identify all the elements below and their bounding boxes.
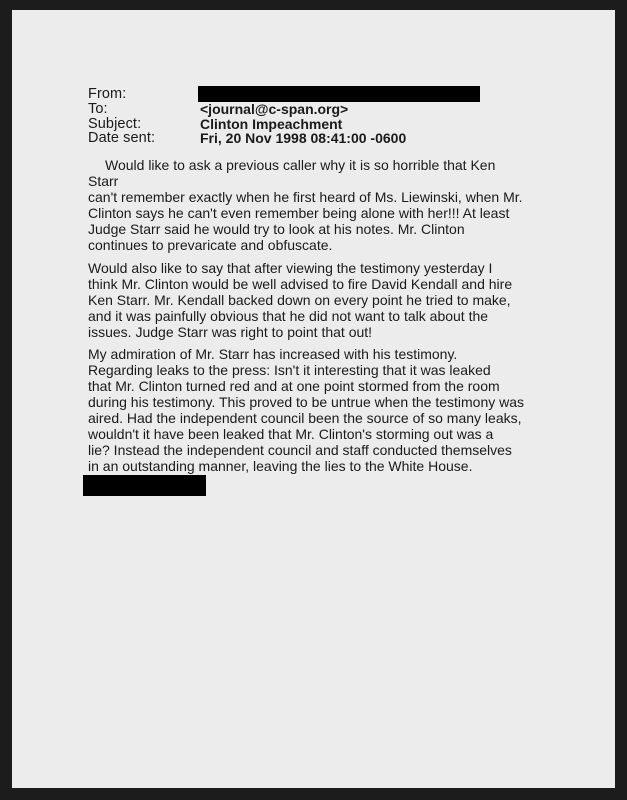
date-label: Date sent: — [88, 130, 156, 146]
subject-value: Clinton Impeachment — [200, 116, 343, 132]
subject-label: Subject: — [88, 116, 142, 132]
paragraph-1-opening: Would like to ask a previous caller why it is so horrible that Ken Starr — [88, 157, 496, 189]
paragraph-3: My admiration of Mr. Starr has increased with his testimony. Regarding leaks to the press: Isn't it interesting that it was leaked that Mr. Clinton turned red and at one point stormed from the room during his testimony. This proved to be untrue when the testimony was aired. Had the independent council been the source of so many leaks, wouldn't it have been leaked that Mr. Clinton's storming out was a lie? Instead the independent council and staff conducted themselves in an outstanding manner, leaving the lies to the White House. — [88, 346, 525, 474]
to-address: <journal@c-span.org> — [200, 101, 349, 117]
to-label: To: — [88, 101, 108, 117]
redacted-signature — [83, 475, 206, 496]
from-label: From: — [88, 86, 127, 102]
redacted-from-address — [198, 86, 480, 102]
date-value: Fri, 20 Nov 1998 08:41:00 -0600 — [200, 130, 407, 146]
paragraph-2: Would also like to say that after viewing the testimony yesterday I think Mr. Clinton would be well advised to fire David Kendall and hire Ken Starr. Mr. Kendall backed down on every point he tried to make, and it was painfully obvious that he did not want to talk about the issues. Judge Starr was right to point that out! — [88, 260, 513, 340]
paragraph-1-continued: can't remember exactly when he first heard of Ms. Liewinski, when Mr. Clinton says he can't even remember being alone with her!!! At least Judge Starr said he would try to look at his notes. Mr. Clinton continues to prevaricate and obfuscate. — [88, 189, 523, 253]
